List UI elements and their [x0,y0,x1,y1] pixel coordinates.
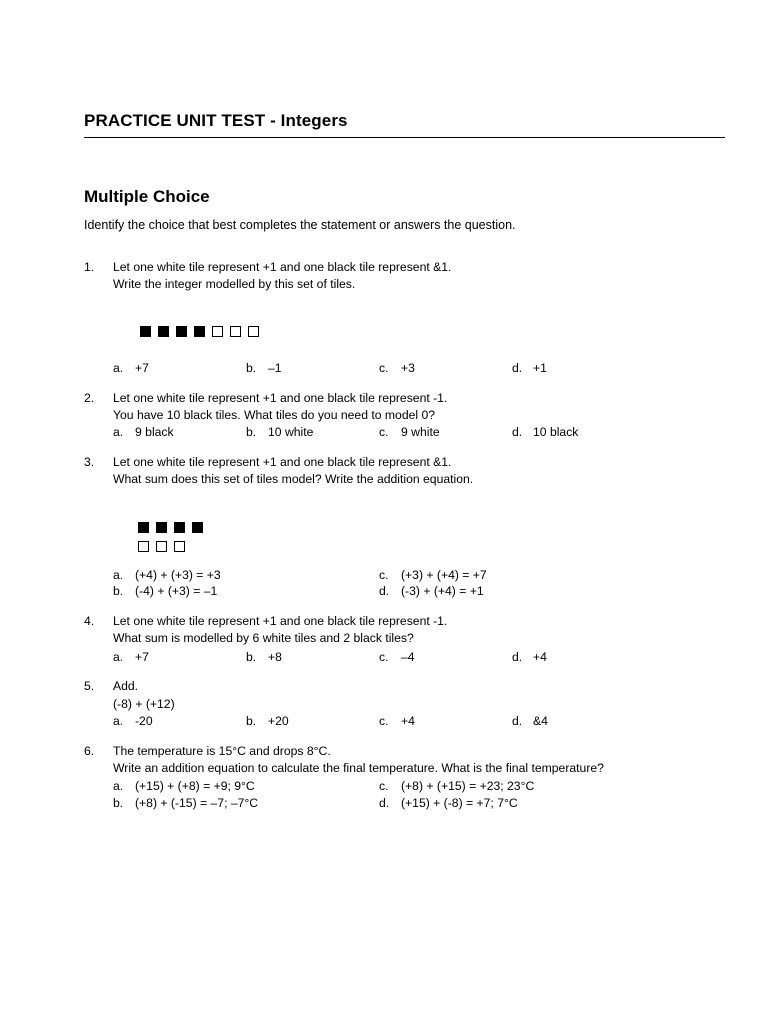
black-tile [192,522,203,533]
option-d[interactable]: +4 [533,650,547,664]
option-d-letter: d. [512,361,523,375]
option-c-letter: c. [379,361,389,375]
black-tile [174,522,185,533]
option-a-letter: a. [113,714,124,728]
option-a[interactable]: +7 [135,361,149,375]
white-tile [212,326,223,337]
question-expression: (-8) + (+12) [113,697,175,711]
question-text: Write an addition equation to calculate the final temperature. What is the final temperature? [113,761,604,775]
document-title: PRACTICE UNIT TEST - Integers [84,111,348,130]
option-c-letter: c. [379,568,389,582]
option-a-letter: a. [113,650,124,664]
option-a[interactable]: (+15) + (+8) = +9; 9°C [135,779,255,793]
option-b[interactable]: (+8) + (-15) = –7; –7°C [135,796,259,810]
black-tile [194,326,205,337]
question-number: 3. [84,455,95,469]
option-a[interactable]: 9 black [135,425,174,439]
option-d[interactable]: (-3) + (+4) = +1 [401,584,484,598]
option-c[interactable]: 9 white [401,425,440,439]
option-b-letter: b. [113,796,124,810]
white-tile [156,541,167,552]
question-number: 4. [84,614,95,628]
option-b[interactable]: –1 [268,361,282,375]
option-d[interactable]: +1 [533,361,547,375]
option-d[interactable]: (+15) + (-8) = +7; 7°C [401,796,518,810]
option-b-letter: b. [246,425,257,439]
question-text: Let one white tile represent +1 and one black tile represent -1. [113,391,448,405]
option-c-letter: c. [379,779,389,793]
question-text: Let one white tile represent +1 and one black tile represent -1. [113,614,448,628]
question-number: 2. [84,391,95,405]
title-divider [84,137,725,138]
black-tile [156,522,167,533]
instructions-text: Identify the choice that best completes the statement or answers the question. [84,218,516,232]
option-a[interactable]: -20 [135,714,153,728]
question-number: 1. [84,260,95,274]
black-tile [140,326,151,337]
option-a[interactable]: +7 [135,650,149,664]
option-b[interactable]: (-4) + (+3) = –1 [135,584,218,598]
option-c-letter: c. [379,650,389,664]
option-d-letter: d. [379,584,390,598]
option-c[interactable]: (+3) + (+4) = +7 [401,568,487,582]
option-a[interactable]: (+4) + (+3) = +3 [135,568,221,582]
black-tile [176,326,187,337]
question-text: Let one white tile represent +1 and one black tile represent &1. [113,260,452,274]
option-d[interactable]: 10 black [533,425,579,439]
option-b[interactable]: 10 white [268,425,314,439]
option-b-letter: b. [246,714,257,728]
question-number: 5. [84,679,95,693]
question-text: Add. [113,679,139,693]
question-text: Let one white tile represent +1 and one black tile represent &1. [113,455,452,469]
option-c[interactable]: (+8) + (+15) = +23; 23°C [401,779,535,793]
option-b-letter: b. [246,650,257,664]
white-tile [138,541,149,552]
black-tile [158,326,169,337]
option-c-letter: c. [379,714,389,728]
white-tile [174,541,185,552]
question-text: What sum does this set of tiles model? Write the addition equation. [113,472,474,486]
option-c[interactable]: –4 [401,650,415,664]
question-text: What sum is modelled by 6 white tiles and 2 black tiles? [113,631,414,645]
option-b-letter: b. [246,361,257,375]
option-d-letter: d. [512,425,523,439]
option-b[interactable]: +20 [268,714,289,728]
question-text: The temperature is 15°C and drops 8°C. [113,744,331,758]
option-c[interactable]: +3 [401,361,415,375]
option-d-letter: d. [512,714,523,728]
question-text: You have 10 black tiles. What tiles do you need to model 0? [113,408,436,422]
white-tile [230,326,241,337]
option-d-letter: d. [512,650,523,664]
option-a-letter: a. [113,425,124,439]
option-b[interactable]: +8 [268,650,282,664]
white-tile [248,326,259,337]
question-number: 6. [84,744,95,758]
option-d[interactable]: &4 [533,714,548,728]
option-c-letter: c. [379,425,389,439]
option-d-letter: d. [379,796,390,810]
option-c[interactable]: +4 [401,714,415,728]
black-tile [138,522,149,533]
section-heading: Multiple Choice [84,187,210,206]
question-text: Write the integer modelled by this set of tiles. [113,277,356,291]
option-a-letter: a. [113,361,124,375]
option-b-letter: b. [113,584,124,598]
option-a-letter: a. [113,779,124,793]
option-a-letter: a. [113,568,124,582]
